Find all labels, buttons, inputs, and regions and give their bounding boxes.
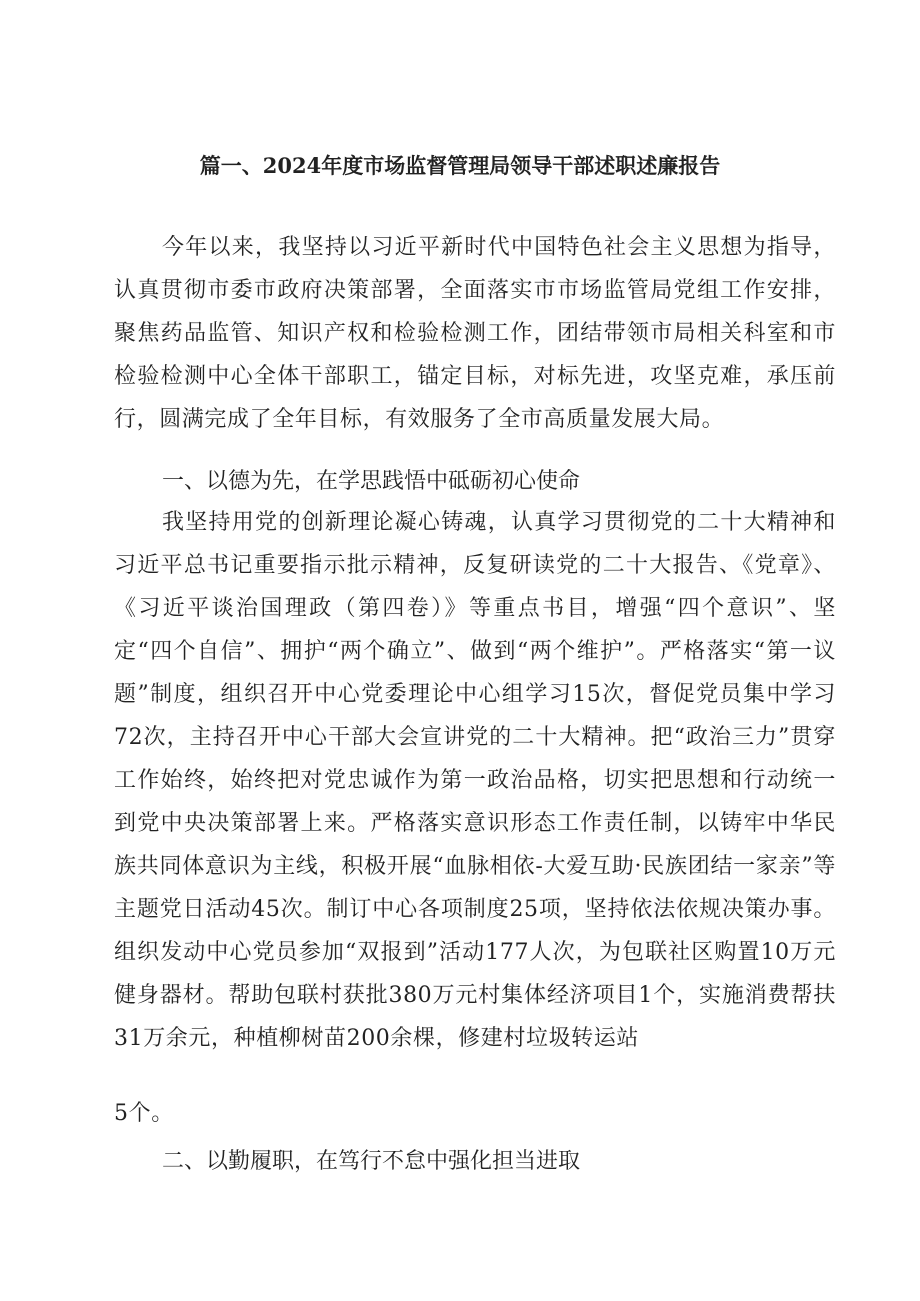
section-heading-1: 一、以德为先，在学思践悟中砥砺初心使命 xyxy=(162,469,581,494)
section-1-tail: 5个。 xyxy=(114,1101,174,1126)
document-title: 篇一、2024年度市场监督管理局领导干部述职述廉报告 xyxy=(199,153,721,178)
intro-paragraph: 今年以来，我坚持以习近平新时代中国特色社会主义思想为指导，认真贯彻市委市政府决策部署，全面落实市市场监管局党组工作安排，聚焦药品监管、知识产权和检验检测工作，团结带领市局相关科室和市检验检测中心全体干部职工，锚定目标，对标先进，攻坚克难，承压前行，圆满完成了全年目标，有效服务了全市高质量发展大局。 xyxy=(114,235,836,432)
section-heading-2: 二、以勤履职，在笃行不怠中强化担当进取 xyxy=(162,1149,581,1174)
section-1-paragraph: 我坚持用党的创新理论凝心铸魂，认真学习贯彻党的二十大精神和习近平总书记重要指示批示精神，反复研读党的二十大报告、《党章》、《习近平谈治国理政（第四卷）》等重点书目，增强“四个意识”、坚定“四个自信”、拥护“两个确立”、做到“两个维护”。严格落实“第一议题”制度，组织召开中心党委理论中心组学习15次，督促党员集中学习72次，主持召开中心干部大会宣讲党的二十大精神。把“政治三力”贯穿工作始终，始终把对党忠诚作为第一政治品格，切实把思想和行动统一到党中央决策部署上来。严格落实意识形态工作责任制，以铸牢中华民族共同体意识为主线，积极开展“血脉相依-大爱互助·民族团结一家亲”等主题党日活动45次。制订中心各项制度25项，坚持依法依规决策办事。组织发动中心党员参加“双报到”活动177人次，为包联社区购置10万元健身器材。帮助包联村获批380万元村集体经济项目1个，实施消费帮扶31万余元，种植柳树苗200余棵，修建村垃圾转运站 xyxy=(114,510,836,1051)
